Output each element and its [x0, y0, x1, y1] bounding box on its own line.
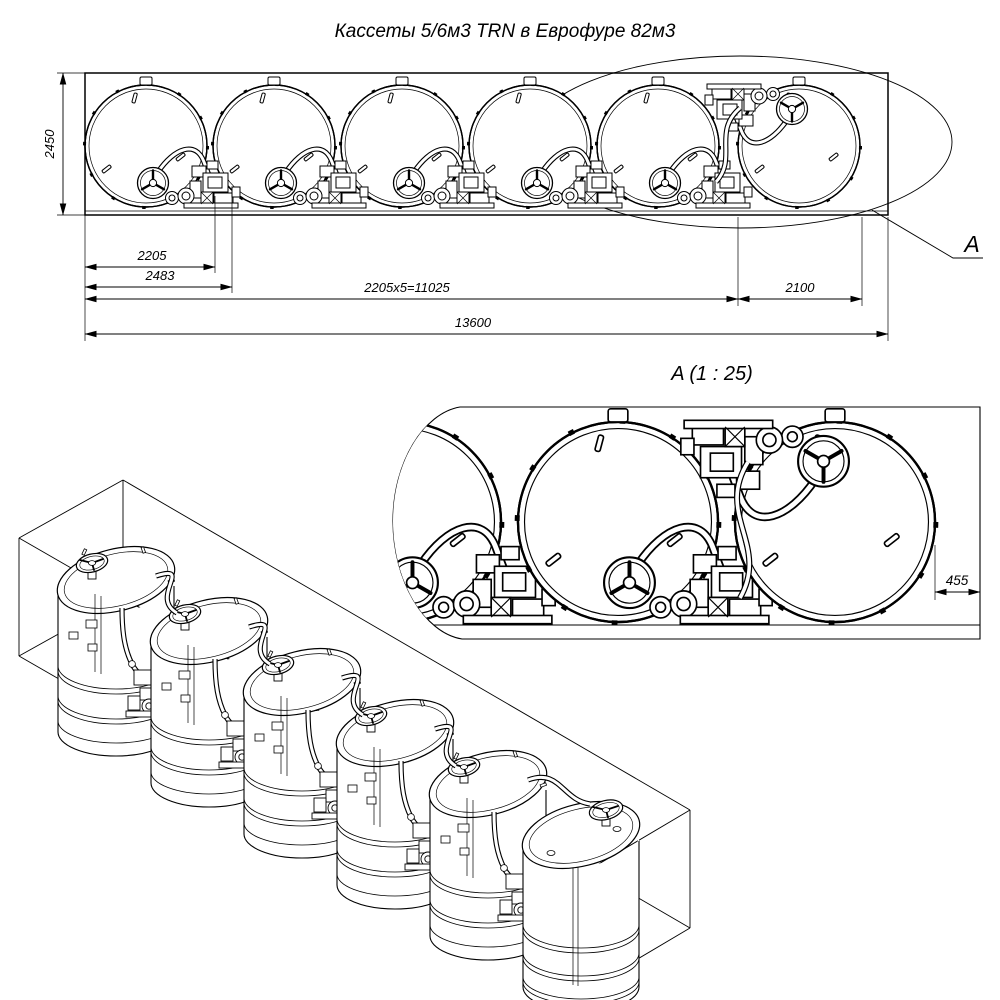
detail-content [300, 409, 980, 625]
dim-end-gap: 455 [945, 573, 969, 588]
dim-last-tank: 2100 [785, 280, 815, 295]
top-view [42, 56, 983, 341]
detail-view-label: A (1 : 25) [671, 363, 753, 385]
detail-marker-label: A [964, 231, 980, 257]
dim-trailer-length: 13600 [454, 315, 492, 330]
detail-tank [300, 409, 502, 623]
drawing-title: Кассеты 5/6м3 TRN в Еврофуре 82м3 [334, 21, 676, 42]
dim-tank-pitch: 2205 [137, 248, 167, 263]
dim-first-offset: 2483 [145, 268, 175, 283]
dim-trailer-height: 2450 [42, 129, 57, 159]
detail-view-a [300, 407, 980, 639]
dim-pitch-total: 2205x5=11025 [364, 280, 450, 295]
